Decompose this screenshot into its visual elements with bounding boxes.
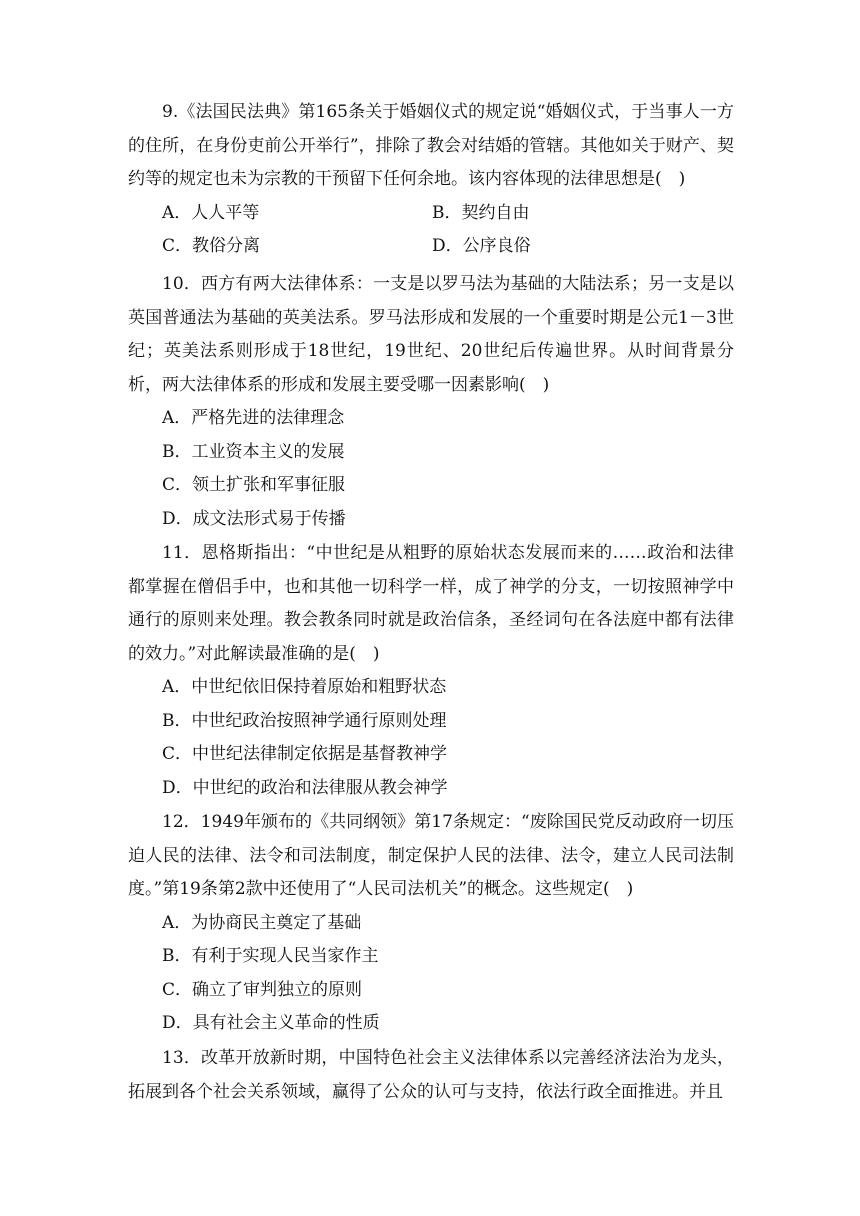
option-c: C．确立了审判独立的原则 xyxy=(162,979,363,1000)
option-c: C．教俗分离 xyxy=(162,236,261,256)
option-b: B．契约自由 xyxy=(432,202,530,223)
option-a: A．中世纪依旧保持着原始和粗野状态 xyxy=(162,677,447,697)
question-stem: 13．改革开放新时期，中国特色社会主义法律体系以完善经济法治为龙头，拓展到各个社会关系领域，赢得了公众的认可与支持，依法行政全面推进。并且 xyxy=(128,1048,734,1102)
question-10 xyxy=(128,268,734,536)
option-c: C．中世纪法律制定依据是基督教神学 xyxy=(162,744,448,764)
option-d: D．具有社会主义革命的性质 xyxy=(162,1013,380,1033)
question-stem: 10．西方有两大法律体系：一支是以罗马法为基础的大陆法系；另一支是以英国普通法为基础的英美法系。罗马法形成和发展的一个重要时期是公元1－3世纪；英美法系则形成于18世纪，19世纪、20世纪后传遍世界。从时间背景分析，两大法律体系的形成和发展主要受哪一因素影响( ) xyxy=(128,274,734,395)
question-11 xyxy=(128,537,734,805)
question-stem: 12．1949年颁布的《共同纲领》第17条规定：“废除国民党反动政府一切压迫人民的法律、法令和司法制度，制定保护人民的法律、法令，建立人民司法制度。”第19条第2款中还使用了“人民司法机关”的概念。这些规定( ) xyxy=(128,812,734,899)
question-9 xyxy=(128,96,734,264)
option-b: B．工业资本主义的发展 xyxy=(162,441,345,462)
option-c: C．领土扩张和军事征服 xyxy=(162,475,346,495)
option-d: D．中世纪的政治和法律服从教会神学 xyxy=(162,777,448,798)
option-a: A．人人平等 xyxy=(162,202,260,223)
question-stem: 11．恩格斯指出：“中世纪是从粗野的原始状态发展而来的……政治和法律都掌握在僧侣手中，也和其他一切科学一样，成了神学的分支，一切按照神学中通行的原则来处理。教会教条同时就是政治信条，圣经词句在各法庭中都有法律的效力。”对此解读最准确的是( ) xyxy=(128,543,734,664)
option-a: A．严格先进的法律理念 xyxy=(162,408,345,428)
question-13 xyxy=(128,1042,734,1109)
option-d: D．公序良俗 xyxy=(432,236,531,256)
option-a: A．为协商民主奠定了基础 xyxy=(162,912,362,933)
option-list xyxy=(128,197,734,264)
option-b: B．中世纪政治按照神学通行原则处理 xyxy=(162,710,447,731)
question-12 xyxy=(128,806,734,1041)
question-stem: 9.《法国民法典》第165条关于婚姻仪式的规定说“婚姻仪式，于当事人一方的住所，在身份吏前公开举行”，排除了教会对结婚的管辖。其他如关于财产、契约等的规定也未为宗教的干预留下任何余地。该内容体现的法律思想是( ) xyxy=(128,102,734,189)
option-d: D．成文法形式易于传播 xyxy=(162,508,346,529)
option-b: B．有利于实现人民当家作主 xyxy=(162,946,379,966)
